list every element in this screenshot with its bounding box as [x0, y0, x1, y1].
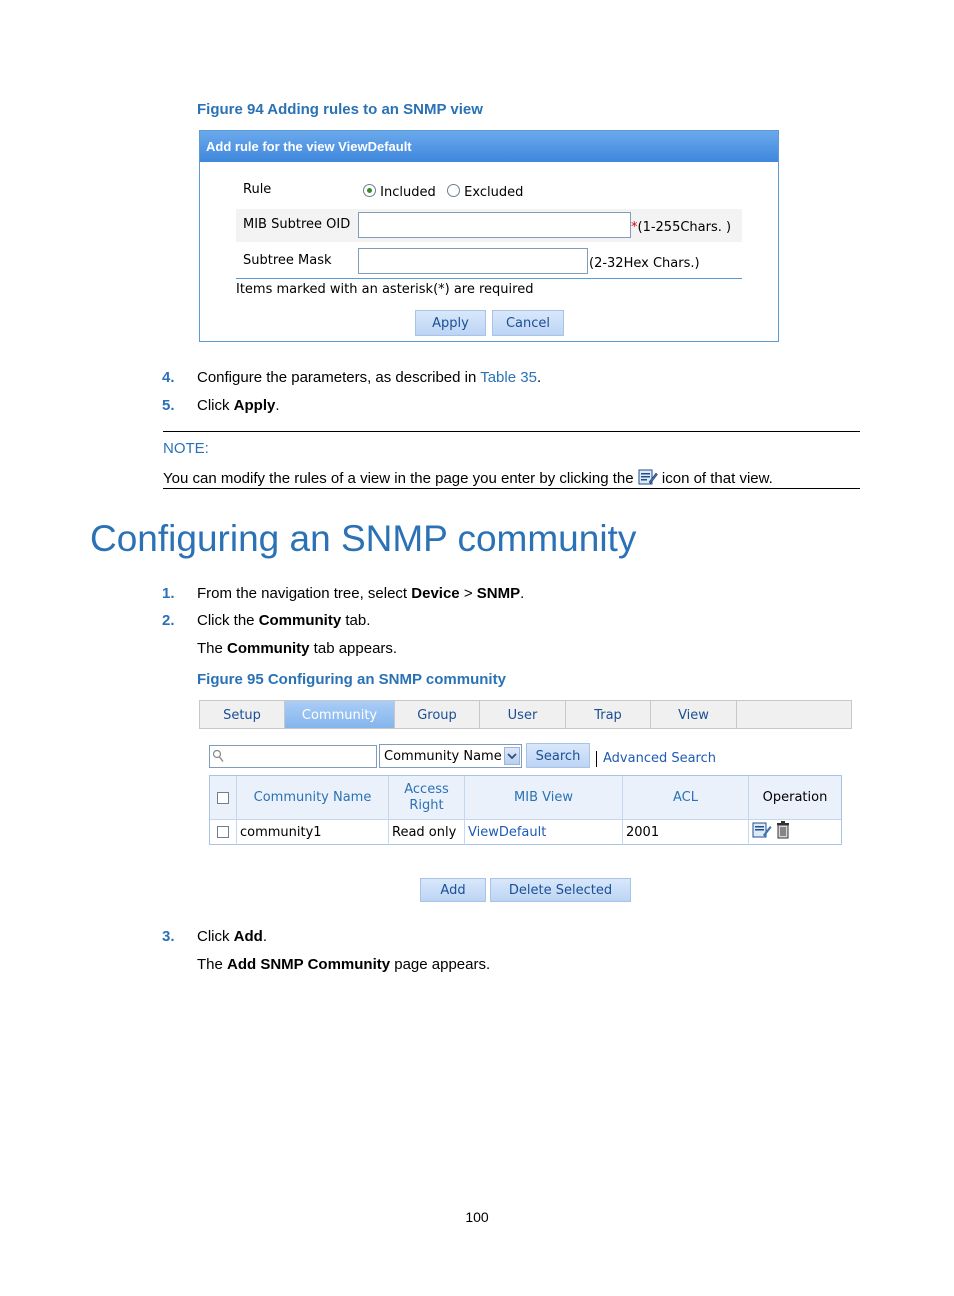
step-5-number: 5.: [162, 397, 175, 414]
edit-icon[interactable]: [752, 821, 772, 849]
required-note: Items marked with an asterisk(*) are required: [236, 282, 534, 297]
tab-community[interactable]: Community: [285, 701, 395, 728]
step-5-text: [197, 397, 280, 414]
row-checkbox[interactable]: [217, 826, 229, 838]
chevron-down-icon[interactable]: [504, 747, 520, 765]
table-35-link[interactable]: Table 35: [480, 369, 537, 386]
step-1-post: .: [520, 585, 525, 602]
note-pre: You can modify the rules of a view in the page you enter by clicking the: [163, 470, 634, 487]
cell-acl: 2001: [623, 819, 749, 845]
step-3-text: [197, 928, 267, 945]
note-text: [163, 468, 773, 490]
rule-radio-included[interactable]: [363, 184, 436, 200]
add-page-appears-text: [197, 956, 490, 973]
step-3-pre: Click: [197, 928, 234, 945]
step-1-number: 1.: [162, 585, 175, 602]
select-all-header: [210, 776, 237, 819]
note-label: NOTE:: [163, 440, 209, 457]
step-1-snmp: SNMP: [476, 585, 521, 602]
step-2-bold: Community: [258, 612, 342, 629]
community-appears-bold: Community: [227, 640, 310, 657]
oid-hint: [631, 220, 731, 235]
oid-hint-text: (1-255Chars. ): [637, 220, 732, 235]
tab-trap[interactable]: Trap: [566, 701, 651, 728]
page-number: 100: [465, 1209, 489, 1225]
rule-radio-excluded[interactable]: [447, 184, 523, 200]
excluded-label: Excluded: [464, 185, 524, 200]
delete-icon[interactable]: [776, 821, 790, 849]
mask-hint: (2-32Hex Chars.): [589, 256, 700, 271]
row-checkbox-cell: [210, 819, 237, 845]
step-2-text: [197, 612, 370, 629]
column-header-acl[interactable]: ACL: [623, 776, 749, 819]
select-all-checkbox[interactable]: [217, 792, 229, 804]
column-header-operation: Operation: [749, 776, 841, 819]
community-appears-post: tab appears.: [309, 640, 398, 657]
dialog-title: Add rule for the view ViewDefault: [200, 131, 778, 162]
step-2-post: tab.: [341, 612, 371, 629]
step-4-post: .: [536, 369, 542, 386]
search-input[interactable]: [209, 745, 377, 768]
community-table: [209, 775, 842, 845]
rule-label: Rule: [243, 182, 272, 197]
search-button[interactable]: Search: [526, 743, 590, 768]
cell-access-right: Read only: [389, 819, 465, 845]
note-bottom-rule: [163, 488, 860, 489]
search-icon: [212, 749, 224, 768]
step-3-post: .: [262, 928, 268, 945]
edit-icon: [638, 468, 658, 490]
tab-setup[interactable]: Setup: [200, 701, 285, 728]
step-5-bold: Apply: [233, 397, 276, 414]
column-header-access-right[interactable]: Access Right: [389, 776, 465, 819]
section-heading: Configuring an SNMP community: [90, 518, 637, 559]
step-4-text: [197, 369, 541, 386]
oid-input[interactable]: [358, 212, 631, 238]
cell-mib-view-link[interactable]: ViewDefault: [465, 819, 623, 845]
community-appears-pre: The: [197, 640, 228, 657]
column-header-community-name[interactable]: Community Name: [237, 776, 389, 819]
mask-input[interactable]: [358, 248, 588, 274]
mask-label: Subtree Mask: [243, 253, 332, 268]
step-5-pre: Click: [197, 397, 234, 414]
apply-button[interactable]: Apply: [415, 310, 486, 336]
tab-user[interactable]: User: [480, 701, 566, 728]
figure-95-caption: Figure 95 Configuring an SNMP community: [197, 671, 506, 688]
step-1-separator: >: [459, 585, 477, 602]
add-rule-dialog: [199, 130, 779, 342]
note-top-rule: [163, 431, 860, 432]
add-page-pre: The: [197, 956, 228, 973]
tab-group[interactable]: Group: [395, 701, 480, 728]
step-3-bold: Add: [233, 928, 263, 945]
cell-community-name: community1: [237, 819, 389, 845]
step-1-text: [197, 585, 524, 602]
step-3-number: 3.: [162, 928, 175, 945]
column-header-mib-view[interactable]: MIB View: [465, 776, 623, 819]
step-2-number: 2.: [162, 612, 175, 629]
cell-operation: [749, 819, 841, 845]
step-4-number: 4.: [162, 369, 175, 386]
add-page-post: page appears.: [390, 956, 491, 973]
form-divider: [236, 278, 742, 279]
cancel-button[interactable]: Cancel: [492, 310, 564, 336]
step-4-pre: Configure the parameters, as described in: [197, 369, 481, 386]
snmp-tab-bar: [199, 700, 852, 729]
radio-excluded-icon[interactable]: [447, 184, 460, 197]
oid-label: MIB Subtree OID: [243, 217, 351, 232]
add-page-bold: Add SNMP Community: [227, 956, 391, 973]
included-label: Included: [380, 185, 436, 200]
search-divider: [596, 751, 597, 767]
radio-included-icon[interactable]: [363, 184, 376, 197]
figure-94-caption: Figure 94 Adding rules to an SNMP view: [197, 101, 483, 118]
step-5-post: .: [275, 397, 280, 414]
community-appears-text: [197, 640, 397, 657]
required-asterisk: *: [631, 220, 638, 235]
step-1-device: Device: [411, 585, 460, 602]
add-button[interactable]: Add: [420, 878, 486, 902]
tab-view[interactable]: View: [651, 701, 737, 728]
search-filter-value: Community Name: [384, 749, 502, 764]
note-post: icon of that view.: [661, 470, 773, 487]
advanced-search-link[interactable]: Advanced Search: [603, 751, 717, 766]
step-2-pre: Click the: [197, 612, 259, 629]
delete-selected-button[interactable]: Delete Selected: [490, 878, 631, 902]
search-filter-select[interactable]: [379, 744, 522, 768]
step-1-pre: From the navigation tree, select: [197, 585, 412, 602]
